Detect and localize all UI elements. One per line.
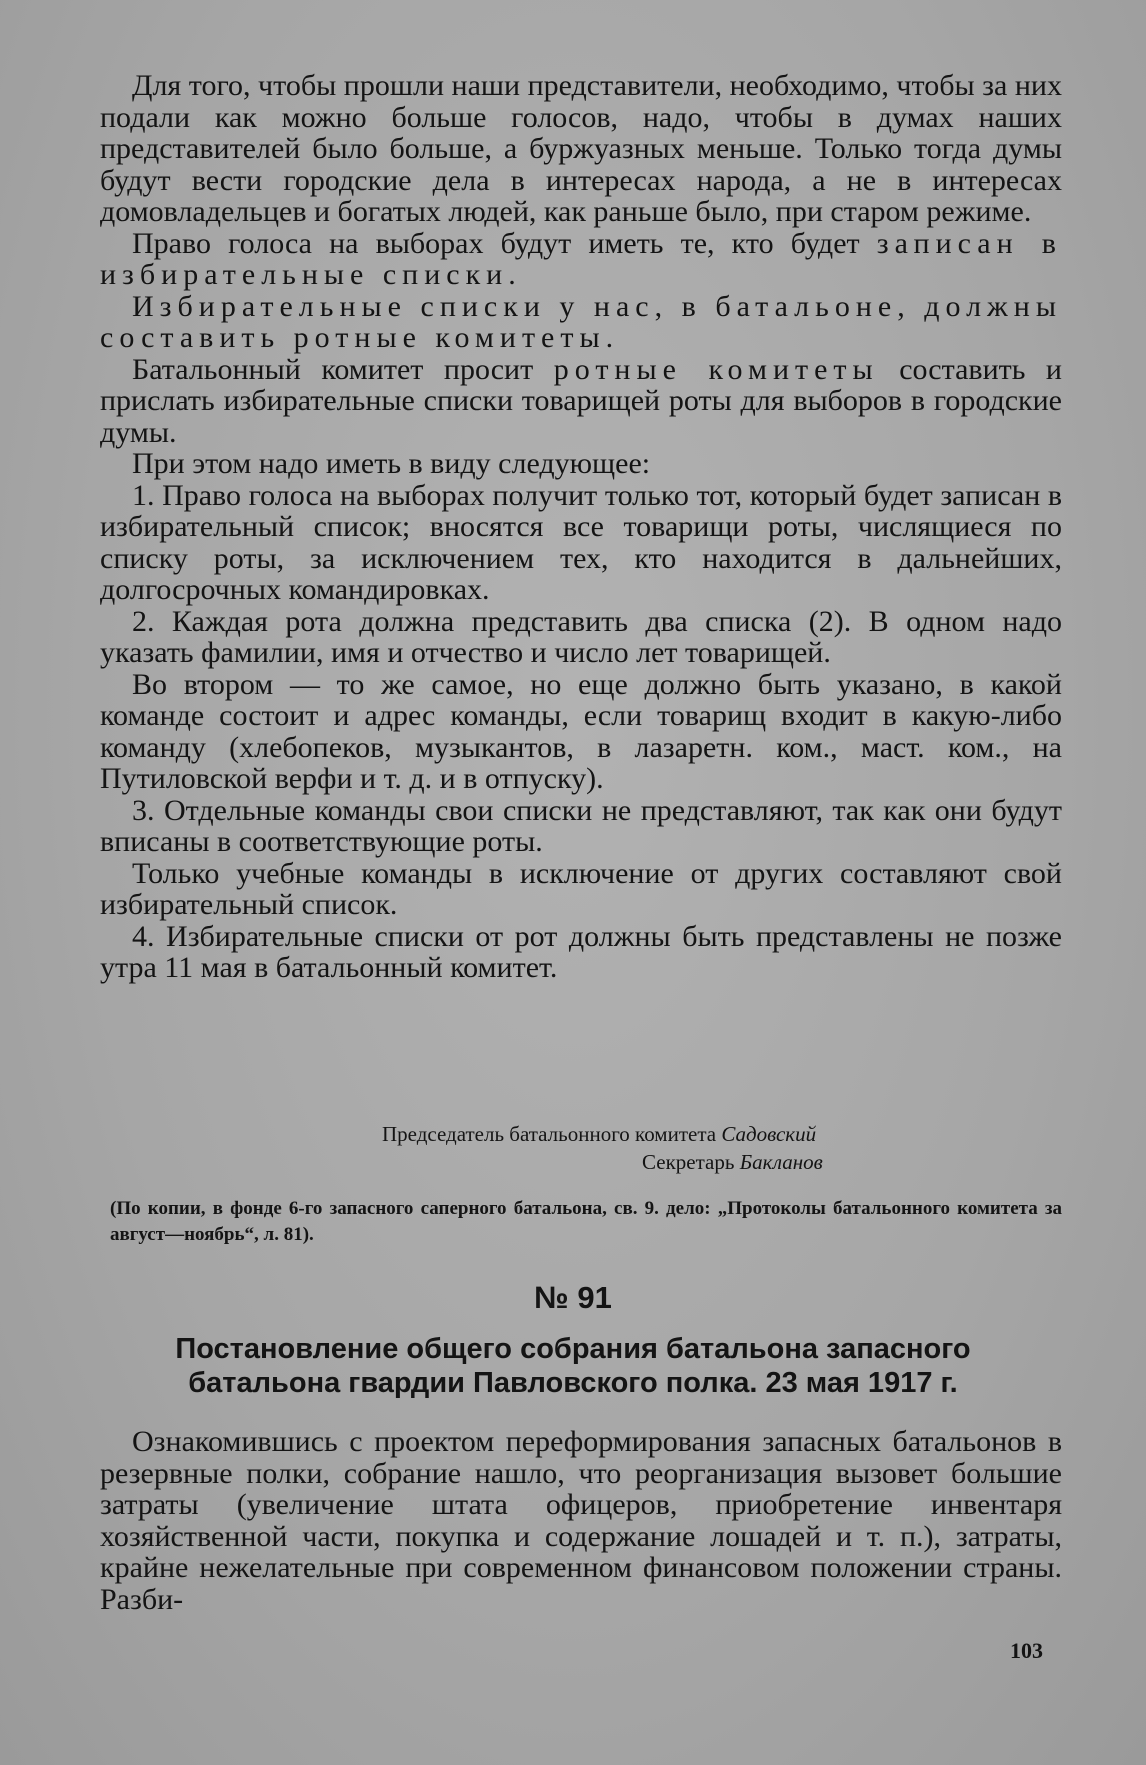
list-item: 4. Избирательные списки от рот должны быть представлены не позже утра 11 мая в батальонный комитет. (100, 919, 1062, 984)
text-run: Батальонный комитет просит (132, 352, 554, 386)
list-item: 1. Право голоса на выборах получит только тот, который будет записан в избирательный список; вносятся все товарищи роты, числящиеся по списку роты, за исключением тех, кто находится в дальнейших, долгосрочных командировках. (100, 478, 1062, 606)
chair-signature (382, 1120, 1022, 1148)
paragraph (100, 228, 1062, 291)
spaced-text: ротные комитеты (553, 352, 879, 386)
text-run: составить и прислать избирательные списки товарищей роты для выборов в городские думы. (100, 352, 1062, 449)
document-number: № 91 (534, 1280, 612, 1315)
paragraph: Только учебные команды в исключение от других составляют свой избирательный список. (100, 856, 1062, 921)
main-text (100, 70, 1062, 984)
page-number: 103 (1010, 1638, 1043, 1663)
paragraph: Во втором — то же самое, но еще должно быть указано, в какой команде состоит и адрес команды, если товарищ входит в какую-либо команду (хлебопеков, музыкантов, в лазаретн. ком., маст. ком., на Путиловской верфи и т. д. и в отпуску). (100, 667, 1062, 795)
text-run: Право голоса на выборах будут иметь те, кто будет (132, 226, 877, 260)
chair-label: Председатель батальонного комитета (382, 1122, 717, 1146)
spaced-text: Избирательные списки у нас, в батальоне, должны составить ротные комитеты. (100, 289, 1062, 354)
list-item: 2. Каждая рота должна представить два списка (2). В одном надо указать фамилии, имя и отчество и число лет товарищей. (100, 604, 1062, 669)
secretary-signature (382, 1148, 1022, 1176)
spaced-text: записан в избирательные списки. (100, 226, 1062, 291)
secretary-label: Секретарь (642, 1150, 735, 1174)
document-body (100, 1426, 1062, 1615)
paragraph: Для того, чтобы прошли наши представители, необходимо, чтобы за них подали как можно больше голосов, надо, чтобы в думах наших представителей было больше, а буржуазных меньше. Только тогда думы будут вести городские дела в интересах народа, а не в интересах домовладельцев и богатых людей, как раньше было, при старом режиме. (100, 69, 1062, 228)
paragraph (100, 291, 1062, 354)
chair-name: Садовский (721, 1122, 817, 1146)
signature-block (382, 1120, 1022, 1176)
secretary-name: Бакланов (739, 1150, 823, 1174)
paragraph: При этом надо иметь в виду следующее: (132, 447, 651, 480)
source-note: (По копии, в фонде 6-го запасного саперного батальона, св. 9. дело: „Протоколы батальонного комитета за август—ноябрь“, л. 81). (110, 1198, 1062, 1245)
list-item: 3. Отдельные команды свои списки не представляют, так как они будут вписаны в соответствующие роты. (100, 793, 1062, 858)
document-title: Постановление общего собрания батальона запасного батальона гвардии Павловского полка. 23 мая 1917 г. (175, 1333, 971, 1399)
paragraph: Ознакомившись с проектом переформирования запасных батальонов в резервные полки, собрание нашло, что реорганизация вызовет большие затраты (увеличение штата офицеров, приобретение инвентаря хозяйственной части, покупка и содержание лошадей и т. п.), затраты, крайне нежелательные при современном финансовом положении страны. Разби- (100, 1425, 1062, 1616)
paragraph (100, 354, 1062, 449)
